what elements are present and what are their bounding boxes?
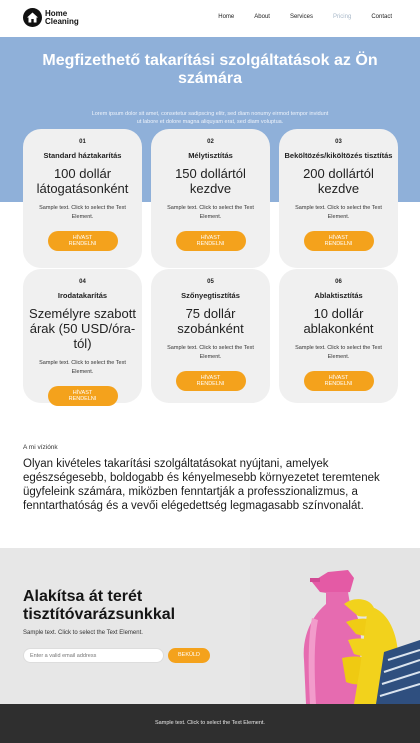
pricing-card-2	[151, 129, 270, 268]
card-number: 01	[79, 139, 86, 145]
main-nav	[198, 14, 392, 20]
vision-label: A mi víziónk	[23, 444, 58, 451]
brand-name	[45, 10, 79, 26]
order-button[interactable]: HÍVAST RENDELNI	[304, 371, 374, 391]
card-number: 02	[207, 139, 214, 145]
card-number: 04	[79, 279, 86, 285]
nav-about[interactable]: About	[254, 14, 270, 20]
house-icon	[23, 8, 42, 27]
card-description: Sample text. Click to select the Text Element.	[167, 345, 254, 360]
vision-text: Olyan kivételes takarítási szolgáltatásokat nyújtani, amelyek egészségesebb, boldogabb és kényelmesebb környezetet teremtenek ügyfeleink számára, miközben fenntartják a professzionalizmus, a fenntarthatóság és a vevői elégedettség legmagasabb színvonalát.	[23, 458, 380, 512]
order-button[interactable]: HÍVAST RENDELNI	[48, 386, 118, 406]
promo-title: Alakítsa át terét tisztítóvarázsunkkal	[23, 588, 176, 623]
card-number: 06	[335, 279, 342, 285]
pricing-card-4	[23, 269, 142, 403]
card-title: Mélytisztítás	[188, 151, 233, 160]
brand-line-1: Home	[45, 8, 68, 18]
card-price: 150 dollártól kezdve	[175, 166, 246, 196]
card-description: Sample text. Click to select the Text Element.	[39, 360, 126, 375]
card-price: Személyre szabott árak (50 USD/óra-tól)	[29, 306, 136, 351]
card-price: 75 dollár szobánként	[177, 306, 244, 336]
hero-title: Megfizethető takarítási szolgáltatások az Ön számára	[42, 52, 378, 87]
spray-bottle-glove-illustration	[250, 548, 420, 704]
pricing-card-5	[151, 269, 270, 403]
card-description: Sample text. Click to select the Text Element.	[295, 205, 382, 220]
submit-button[interactable]: BEKÜLD	[168, 648, 210, 663]
order-button[interactable]: HÍVAST RENDELNI	[304, 231, 374, 251]
card-price: 10 dollár ablakonként	[303, 306, 374, 336]
card-description: Sample text. Click to select the Text Element.	[167, 205, 254, 220]
order-button[interactable]: HÍVAST RENDELNI	[176, 231, 246, 251]
card-description: Sample text. Click to select the Text Element.	[39, 205, 126, 220]
pricing-card-3	[279, 129, 398, 268]
card-number: 05	[207, 279, 214, 285]
card-title: Standard háztakarítás	[43, 151, 122, 160]
nav-home[interactable]: Home	[218, 14, 235, 20]
site-header	[0, 0, 420, 37]
card-title: Beköltözés/kiköltözés tisztítás	[284, 151, 393, 160]
order-button[interactable]: HÍVAST RENDELNI	[48, 231, 118, 251]
nav-services[interactable]: Services	[289, 14, 313, 20]
card-number: 03	[335, 139, 342, 145]
card-title: Irodatakarítás	[57, 291, 108, 300]
promo-subtitle: Sample text. Click to select the Text Element.	[23, 630, 143, 636]
card-title: Ablaktisztítás	[314, 291, 363, 300]
nav-pricing[interactable]: Pricing	[332, 14, 352, 20]
nav-contact[interactable]: Contact	[371, 14, 392, 20]
card-description: Sample text. Click to select the Text Element.	[295, 345, 382, 360]
hero-subtitle: Lorem ipsum dolor sit amet, consetetur sadipscing elitr, sed diam nonumy eirmod tempor invidunt ut labore et dolore magna aliquyam erat, sed diam voluptua.	[91, 111, 329, 125]
brand-logo[interactable]	[23, 8, 79, 27]
order-button[interactable]: HÍVAST RENDELNI	[176, 371, 246, 391]
promo-section	[0, 548, 420, 704]
site-footer	[0, 704, 420, 743]
brand-line-2: Cleaning	[45, 16, 79, 26]
card-price: 200 dollártól kezdve	[303, 166, 374, 196]
card-price: 100 dollár látogatásonként	[36, 166, 129, 196]
footer-text: Sample text. Click to select the Text Element.	[155, 720, 265, 726]
pricing-card-6	[279, 269, 398, 403]
card-title: Szőnyegtisztítás	[181, 291, 240, 300]
email-input[interactable]	[23, 648, 164, 663]
pricing-card-1	[23, 129, 142, 268]
